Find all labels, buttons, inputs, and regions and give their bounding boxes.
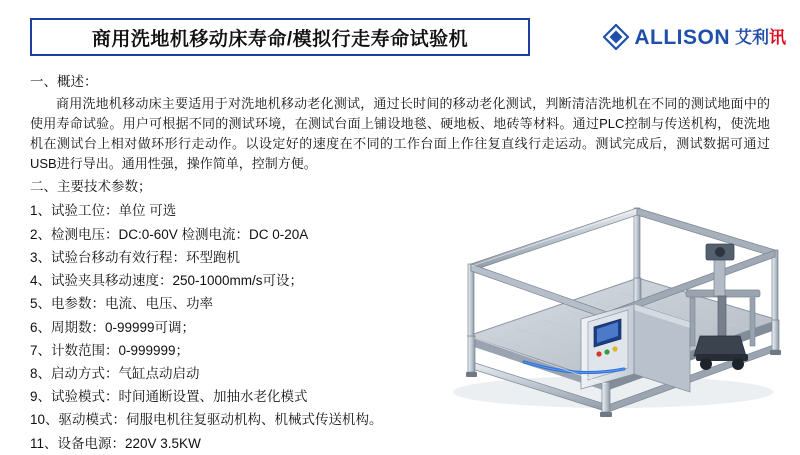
spec-item: 6、周期数：0-99999可调； (30, 319, 196, 335)
brand-logo (603, 20, 786, 54)
page-title-box (30, 18, 530, 56)
allison-logo-icon (603, 24, 629, 50)
overview-paragraph: 商用洗地机移动床主要适用于对洗地机移动老化测试，通过长时间的移动老化测试，判断清洁洗地机在不同的测试地面中的使用寿命试验。用户可根据不同的测试环境，在测试台面上铺设地毯、硬地板、地砖等材料。通过PLC控制与传送机构，使洗地机在测试台上相对做环形行走动作。以设定好的速度在不同的工作台面上作往复直线行走运动。测试完成后，测试数据可通过USB进行导出。通用性强，操作简单，控制方便。 (30, 95, 770, 172)
brand-name-cn-main: 艾利 (735, 27, 769, 47)
brand-name-cn (735, 29, 786, 46)
spec-item: 7、计数范围：0-999999； (30, 342, 190, 358)
spec-item: 3、试验台移动有效行程：环型跑机 (30, 249, 241, 265)
spec-item: 5、电参数：电流、电压、功率 (30, 296, 214, 312)
spec-item: 2、检测电压：DC:0-60V 检测电流：DC 0-20A (30, 226, 309, 242)
brand-name-en: ALLISON (634, 25, 730, 49)
product-photo (428, 186, 788, 426)
section-overview-heading: 一、概述： (30, 74, 98, 89)
brand-name-cn-accent: 讯 (769, 27, 786, 47)
section-specs-heading: 二、主要技术参数； (30, 179, 152, 195)
spec-item: 4、试验夹具移动速度：250-1000mm/s可设； (30, 273, 304, 289)
spec-item: 9、试验模式：时间通断设置、加抽水老化模式 (30, 389, 308, 405)
page-title: 商用洗地机移动床寿命/模拟行走寿命试验机 (91, 28, 469, 50)
spec-item: 11、设备电源：220V 3.5KW (30, 435, 201, 451)
machine-illustration (428, 186, 788, 426)
spec-item: 8、启动方式：气缸点动启动 (30, 365, 200, 381)
spec-item: 10、驱动模式：伺服电机往复驱动机构、机械式传送机构。 (30, 412, 383, 428)
page-header (0, 8, 800, 60)
spec-item: 1、试验工位：单位 可选 (30, 203, 177, 219)
spec-list (30, 199, 450, 454)
